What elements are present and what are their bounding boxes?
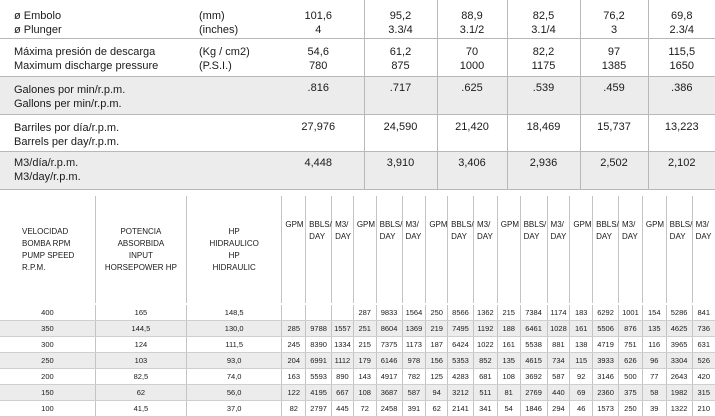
- table-cell: 183: [570, 305, 593, 321]
- table-cell: 130,0: [187, 321, 282, 337]
- table-header: [0, 196, 715, 303]
- table-cell: 4615: [520, 353, 547, 369]
- table-cell: 1334: [332, 337, 354, 353]
- table-row: [0, 369, 715, 385]
- table-row: [0, 385, 715, 401]
- table-cell: 74,0: [187, 369, 282, 385]
- table-cell: 1173: [402, 337, 426, 353]
- value-cell: 2,502: [580, 151, 648, 189]
- table-cell: [332, 305, 354, 321]
- row-label: [0, 76, 273, 114]
- header-bbls-day: BBLS/ DAY: [593, 196, 619, 303]
- table-cell: 69: [570, 385, 593, 401]
- label-en: Maximum discharge pressure: [14, 59, 159, 72]
- header-m3-day: M3/ DAY: [402, 196, 426, 303]
- value-cell: 76,2 3: [580, 0, 648, 38]
- table-cell: 5286: [666, 305, 692, 321]
- table-cell: 315: [692, 385, 715, 401]
- value-cell: 27,976: [273, 114, 364, 151]
- value-cell: .386: [648, 76, 715, 114]
- speed-cell: 400: [0, 305, 95, 321]
- header-gpm: GPM: [642, 196, 666, 303]
- table-row: [0, 401, 715, 417]
- value-cell: 24,590: [364, 114, 437, 151]
- value-cell: 69,8 2.3/4: [648, 0, 715, 38]
- header-bbls-day: BBLS/ DAY: [666, 196, 692, 303]
- table-cell: 341: [473, 401, 497, 417]
- table-cell: 116: [642, 337, 666, 353]
- table-cell: 890: [332, 369, 354, 385]
- table-cell: 5353: [448, 353, 474, 369]
- value-cell: 88,9 3.1/2: [437, 0, 507, 38]
- label-en: Gallons per min/r.p.m.: [14, 97, 122, 110]
- table-cell: 1322: [666, 401, 692, 417]
- table-cell: 41,5: [95, 401, 186, 417]
- label-en: Barrels per day/r.p.m.: [14, 135, 120, 148]
- table-cell: 1557: [332, 321, 354, 337]
- table-cell: 4625: [666, 321, 692, 337]
- value-cell: 54,6 780: [273, 38, 364, 76]
- table-cell: 125: [426, 369, 448, 385]
- table-cell: 3687: [376, 385, 402, 401]
- table-cell: 215: [497, 305, 520, 321]
- table-cell: 445: [332, 401, 354, 417]
- table-cell: 2141: [448, 401, 474, 417]
- table-cell: 285: [282, 321, 306, 337]
- value-cell: 2,102: [648, 151, 715, 189]
- table-cell: 135: [642, 321, 666, 337]
- header-gpm: GPM: [353, 196, 376, 303]
- table-cell: 6146: [376, 353, 402, 369]
- table-cell: 187: [426, 337, 448, 353]
- row-label: [0, 0, 185, 38]
- table-cell: 8604: [376, 321, 402, 337]
- header-gpm: GPM: [570, 196, 593, 303]
- table-cell: 3933: [593, 353, 619, 369]
- table-cell: 115: [570, 353, 593, 369]
- table-cell: 77: [642, 369, 666, 385]
- row-unit: [185, 38, 273, 76]
- table-cell: 4719: [593, 337, 619, 353]
- header-hp: HP HIDRAULICO HP HIDRAULIC: [187, 196, 282, 303]
- table-cell: 165: [95, 305, 186, 321]
- table-cell: 1369: [402, 321, 426, 337]
- table-cell: 82: [282, 401, 306, 417]
- table-cell: 881: [547, 337, 570, 353]
- table-cell: 250: [426, 305, 448, 321]
- spec-row-gallons: [0, 76, 715, 114]
- table-cell: 179: [353, 353, 376, 369]
- table-cell: 219: [426, 321, 448, 337]
- table-row: [0, 321, 715, 337]
- table-cell: 1362: [473, 305, 497, 321]
- value-cell: 61,2 875: [364, 38, 437, 76]
- table-cell: 3965: [666, 337, 692, 353]
- table-cell: 210: [692, 401, 715, 417]
- table-cell: 1001: [619, 305, 643, 321]
- table-cell: 58: [642, 385, 666, 401]
- table-cell: 251: [353, 321, 376, 337]
- table-cell: 631: [692, 337, 715, 353]
- table-cell: 188: [497, 321, 520, 337]
- table-cell: 1192: [473, 321, 497, 337]
- table-cell: 138: [570, 337, 593, 353]
- table-cell: 103: [95, 353, 186, 369]
- spec-row-plunger: [0, 0, 715, 38]
- row-label: [0, 151, 273, 189]
- header-m3-day: M3/ DAY: [619, 196, 643, 303]
- table-cell: 3692: [520, 369, 547, 385]
- table-cell: 163: [282, 369, 306, 385]
- table-cell: 8566: [448, 305, 474, 321]
- table-cell: 3212: [448, 385, 474, 401]
- table-cell: 9788: [306, 321, 332, 337]
- table-cell: 93,0: [187, 353, 282, 369]
- table-cell: 62: [95, 385, 186, 401]
- table-cell: 2458: [376, 401, 402, 417]
- table-cell: 511: [473, 385, 497, 401]
- table-cell: 4283: [448, 369, 474, 385]
- value-cell: 97 1385: [580, 38, 648, 76]
- unit-metric: (Kg / cm2): [199, 45, 250, 58]
- table-cell: 81: [497, 385, 520, 401]
- header-bbls-day: BBLS/ DAY: [448, 196, 474, 303]
- table-cell: 46: [570, 401, 593, 417]
- table-cell: 681: [473, 369, 497, 385]
- spec-row-m3: [0, 151, 715, 189]
- table-cell: 500: [619, 369, 643, 385]
- value-cell: 3,910: [364, 151, 437, 189]
- value-cell: 15,737: [580, 114, 648, 151]
- value-cell: 101,6 4: [273, 0, 364, 38]
- value-cell: 13,223: [648, 114, 715, 151]
- speed-cell: 300: [0, 337, 95, 353]
- table-cell: 161: [497, 337, 520, 353]
- unit-metric: (mm): [199, 10, 225, 22]
- table-cell: 1174: [547, 305, 570, 321]
- label-es: M3/día/r.p.m.: [14, 156, 79, 169]
- table-cell: 2769: [520, 385, 547, 401]
- table-cell: 5506: [593, 321, 619, 337]
- speed-cell: 200: [0, 369, 95, 385]
- table-cell: 4917: [376, 369, 402, 385]
- table-cell: 94: [426, 385, 448, 401]
- table-cell: 6424: [448, 337, 474, 353]
- table-cell: 111,5: [187, 337, 282, 353]
- plunger-spec-table: [0, 0, 715, 190]
- value-cell: 2,936: [507, 151, 580, 189]
- table-cell: [306, 305, 332, 321]
- table-cell: 39: [642, 401, 666, 417]
- table-cell: 245: [282, 337, 306, 353]
- table-cell: 72: [353, 401, 376, 417]
- value-cell: 82,2 1175: [507, 38, 580, 76]
- value-cell: 95,2 3.3/4: [364, 0, 437, 38]
- label-es: Máxima presión de descarga: [14, 45, 156, 58]
- value-cell: .539: [507, 76, 580, 114]
- value-cell: 18,469: [507, 114, 580, 151]
- table-cell: 144,5: [95, 321, 186, 337]
- header-m3-day: M3/ DAY: [332, 196, 354, 303]
- table-cell: 6292: [593, 305, 619, 321]
- table-cell: 154: [642, 305, 666, 321]
- value-cell: 3,406: [437, 151, 507, 189]
- table-cell: 6461: [520, 321, 547, 337]
- header-bbls-day: BBLS/ DAY: [306, 196, 332, 303]
- table-cell: 135: [497, 353, 520, 369]
- table-cell: 7495: [448, 321, 474, 337]
- value-cell: 70 1000: [437, 38, 507, 76]
- table-cell: 7375: [376, 337, 402, 353]
- table-cell: 734: [547, 353, 570, 369]
- table-cell: 62: [426, 401, 448, 417]
- table-cell: 5593: [306, 369, 332, 385]
- label-es: Galones por min/r.p.m.: [14, 83, 126, 96]
- table-cell: 3146: [593, 369, 619, 385]
- table-row: [0, 305, 715, 321]
- header-bbls-day: BBLS/ DAY: [376, 196, 402, 303]
- speed-cell: 150: [0, 385, 95, 401]
- table-cell: 148,5: [187, 305, 282, 321]
- table-cell: 420: [692, 369, 715, 385]
- table-cell: 1573: [593, 401, 619, 417]
- table-cell: 250: [619, 401, 643, 417]
- table-cell: 9833: [376, 305, 402, 321]
- row-label: [0, 114, 273, 151]
- row-unit: [185, 0, 273, 38]
- table-cell: 161: [570, 321, 593, 337]
- table-cell: 1022: [473, 337, 497, 353]
- table-cell: 1564: [402, 305, 426, 321]
- table-cell: 2643: [666, 369, 692, 385]
- value-cell: .625: [437, 76, 507, 114]
- spec-row-barrels: [0, 114, 715, 151]
- table-cell: 841: [692, 305, 715, 321]
- speed-cell: 250: [0, 353, 95, 369]
- table-cell: 204: [282, 353, 306, 369]
- table-cell: 526: [692, 353, 715, 369]
- table-cell: 391: [402, 401, 426, 417]
- value-cell: .459: [580, 76, 648, 114]
- table-cell: 1112: [332, 353, 354, 369]
- table-cell: 124: [95, 337, 186, 353]
- table-cell: 6991: [306, 353, 332, 369]
- label-en: ø Plunger: [14, 24, 62, 36]
- table-cell: 667: [332, 385, 354, 401]
- table-cell: 1846: [520, 401, 547, 417]
- spec-row-pressure: [0, 38, 715, 76]
- header-gpm: GPM: [282, 196, 306, 303]
- table-cell: 82,5: [95, 369, 186, 385]
- unit-imperial: (P.S.I.): [199, 59, 232, 72]
- header-gpm: GPM: [497, 196, 520, 303]
- value-cell: 21,420: [437, 114, 507, 151]
- table-cell: 626: [619, 353, 643, 369]
- header-m3-day: M3/ DAY: [547, 196, 570, 303]
- table-cell: 56,0: [187, 385, 282, 401]
- table-row: [0, 353, 715, 369]
- table-cell: 876: [619, 321, 643, 337]
- table-cell: 215: [353, 337, 376, 353]
- value-cell: 115,5 1650: [648, 38, 715, 76]
- table-cell: 143: [353, 369, 376, 385]
- header-velocidad: VELOCIDAD BOMBA RPM PUMP SPEED R.P.M.: [0, 196, 95, 303]
- table-cell: 440: [547, 385, 570, 401]
- table-cell: 54: [497, 401, 520, 417]
- table-cell: 108: [497, 369, 520, 385]
- table-cell: 1028: [547, 321, 570, 337]
- table-cell: 852: [473, 353, 497, 369]
- speed-cell: 350: [0, 321, 95, 337]
- value-cell: 82,5 3.1/4: [507, 0, 580, 38]
- table-cell: 587: [547, 369, 570, 385]
- table-cell: 7384: [520, 305, 547, 321]
- label-es: ø Embolo: [14, 10, 62, 22]
- table-cell: 108: [353, 385, 376, 401]
- table-cell: 2797: [306, 401, 332, 417]
- table-body: [0, 305, 715, 417]
- header-potencia: POTENCIA ABSORBIDA INPUT HORSEPOWER HP: [95, 196, 186, 303]
- table-cell: 978: [402, 353, 426, 369]
- header-bbls-day: BBLS/ DAY: [520, 196, 547, 303]
- table-cell: 122: [282, 385, 306, 401]
- table-cell: 736: [692, 321, 715, 337]
- value-cell: 4,448: [273, 151, 364, 189]
- table-cell: 3304: [666, 353, 692, 369]
- table-cell: 782: [402, 369, 426, 385]
- value-cell: .816: [273, 76, 364, 114]
- row-label: [0, 38, 185, 76]
- table-cell: 5538: [520, 337, 547, 353]
- table-cell: 2360: [593, 385, 619, 401]
- table-cell: 37,0: [187, 401, 282, 417]
- table-cell: 294: [547, 401, 570, 417]
- table-cell: 375: [619, 385, 643, 401]
- label-en: M3/day/r.p.m.: [14, 170, 81, 183]
- table-cell: 156: [426, 353, 448, 369]
- value-cell: .717: [364, 76, 437, 114]
- unit-imperial: (inches): [199, 24, 239, 36]
- header-m3-day: M3/ DAY: [695, 220, 712, 241]
- table-cell: 96: [642, 353, 666, 369]
- table-cell: 92: [570, 369, 593, 385]
- header-m3-day: M3/ DAY: [473, 196, 497, 303]
- table-cell: 587: [402, 385, 426, 401]
- speed-performance-table: [0, 196, 715, 417]
- table-cell: [282, 305, 306, 321]
- header-gpm: GPM: [426, 196, 448, 303]
- table-cell: 8390: [306, 337, 332, 353]
- table-cell: 1982: [666, 385, 692, 401]
- speed-cell: 100: [0, 401, 95, 417]
- table-cell: 4195: [306, 385, 332, 401]
- table-cell: 287: [353, 305, 376, 321]
- label-es: Barriles por día/r.p.m.: [14, 121, 120, 134]
- table-cell: 751: [619, 337, 643, 353]
- table-row: [0, 337, 715, 353]
